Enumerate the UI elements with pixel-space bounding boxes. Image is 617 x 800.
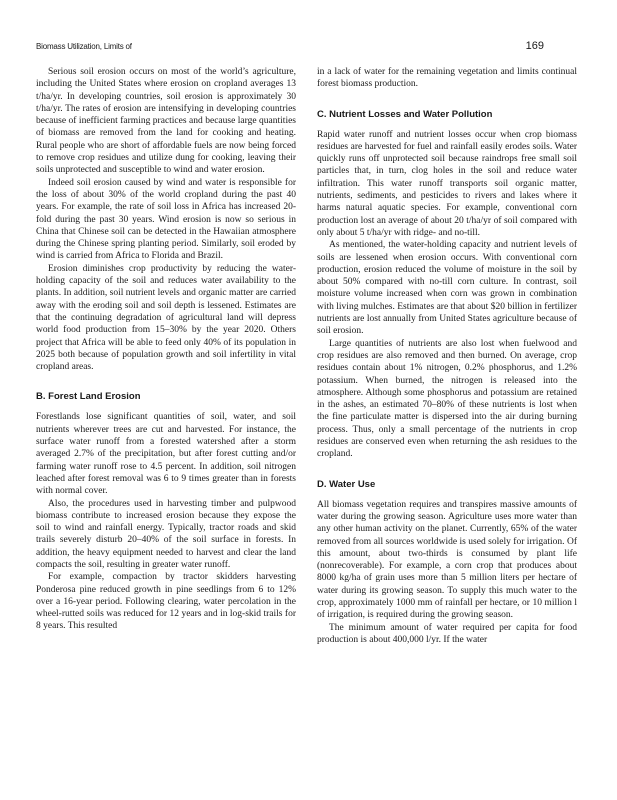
right-column [317, 66, 577, 646]
paragraph: For example, compaction by tractor skidders harvesting Ponderosa pine reduced growth in pine seedlings from 6 to 12% over a 16-year period. Following clearing, water percolation in the wheel-rutted soils was reduced for 12 years and in log-skid trails for 8 years. This resulted [36, 572, 296, 632]
paragraph: Indeed soil erosion caused by wind and water is responsible for the loss of about 30% of the world cropland during the past 40 years. For example, the rate of soil loss in Africa has increased 20-fold during the past 30 years. Wind erosion is now so serious in China that Chinese soil can be detected in the Hawaiian atmosphere during the Chinese spring planting period. Similarly, soil eroded by wind is carried from Africa to Florida and Brazil. [36, 177, 296, 262]
left-column [36, 66, 296, 633]
paragraph: Rapid water runoff and nutrient losses occur when crop biomass residues are harvested for fuel and rainfall easily erodes soils. Water quickly runs off unprotected soil because raindrops free small soil particles that, in turn, clog holes in the soil and reduce water infiltration. This water runoff transports soil organic matter, nutrients, sediments, and pesticides to rivers and lakes where it harms natural aquatic species. For example, conventional corn production lost an average of about 20 t/ha/yr of soil compared with only about 5 t/ha/yr with ridge- and no-till. [317, 129, 577, 238]
section-heading-nutrient-losses: C. Nutrient Losses and Water Pollution [317, 108, 493, 120]
running-head: Biomass Utilization, Limits of [36, 42, 132, 51]
paragraph: in a lack of water for the remaining vegetation and limits continual forest biomass production. [317, 67, 577, 90]
paragraph: Erosion diminishes crop productivity by reducing the water-holding capacity of the soil and reduces water availability to the plants. In addition, soil nutrient levels and organic matter are carried away with the eroding soil and soil depth is lessened. Estimates are that the continuing degradation of agricultural land will depress world food production from 15–30% by the year 2020. Others project that Africa will be able to feed only 40% of its population in 2025 both because of population growth and soil infertility in vital cropland areas. [36, 263, 296, 373]
paragraph: As mentioned, the water-holding capacity and nutrient levels of soils are lessened when erosion occurs. With conventional corn production, erosion reduced the volume of moisture in the soil by about 50% compared with no-till corn culture. In contrast, soil moisture volume increased when corn was grown in combination with living mulches. Estimates are that about $20 billion in fertilizer nutrients are lost annually from United States agriculture because of soil erosion. [317, 240, 577, 337]
section-heading-forest-land-erosion: B. Forest Land Erosion [36, 391, 141, 403]
paragraph: The minimum amount of water required per capita for food production is about 400,000 l/yr. If the water [317, 622, 577, 645]
section-heading-water-use: D. Water Use [317, 478, 376, 490]
paragraph: Serious soil erosion occurs on most of the world’s agriculture, including the United States where erosion on cropland averages 13 t/ha/yr. In developing countries, soil erosion is approximately 30 t/ha/yr. The rates of erosion are intensifying in developing countries because of inefficient farming practices and because large quantities of biomass are removed from the land for cooking and heating. Rural people who are short of affordable fuels are now being forced to remove crop residues and utilize dung for cooking, leaving their soils unprotected and susceptible to wind and water erosion. [36, 67, 296, 176]
paragraph: Large quantities of nutrients are also lost when fuelwood and crop residues are also removed and then burned. On average, crop residues contain about 1% nitrogen, 0.2% phosphorus, and 1.2% potassium. When burned, the nitrogen is released into the atmosphere. Although some phosphorus and potassium are retained in the ashes, an estimated 70–80% of these nutrients is lost when the fine particulate matter is dispersed into the air during burning process. Thus, only a small percentage of the nutrients in crop residues are conserved even when returning the ash residues to the cropland. [317, 338, 577, 460]
page-number: 169 [525, 40, 544, 52]
paragraph: Forestlands lose significant quantities of soil, water, and soil nutrients wherever trees are cut and harvested. For instance, the surface water runoff from a forested watershed after a storm averaged 2.7% of the precipitation, but after forest cutting and/or farming water runoff rose to 4.5 percent. In addition, soil nitrogen leached after forest removal was 6 to 9 times greater than in forests with normal cover. [36, 412, 296, 497]
paragraph: Also, the procedures used in harvesting timber and pulpwood biomass contribute to increased erosion because they expose the soil to wind and rainfall energy. Typically, tractor roads and skid trails severely disturb 20–40% of the soil surface in forests. In addition, the heavy equipment needed to harvest and clear the land compacts the soil, resulting in greater water runoff. [36, 498, 296, 570]
paragraph: All biomass vegetation requires and transpires massive amounts of water during the growing season. Agriculture uses more water than any other human activity on the planet. Currently, 65% of the water removed from all sources worldwide is used solely for irrigation. Of this amount, about two-thirds is consumed by plant life (nonrecoverable). For example, a corn crop that produces about 8000 kg/ha of grain uses more than 5 million liters per hectare of water during its growing season. To supply this much water to the crop, approximately 1000 mm of rainfall per hectare, or 10 million l of irrigation, is required during the growing season. [317, 499, 577, 621]
